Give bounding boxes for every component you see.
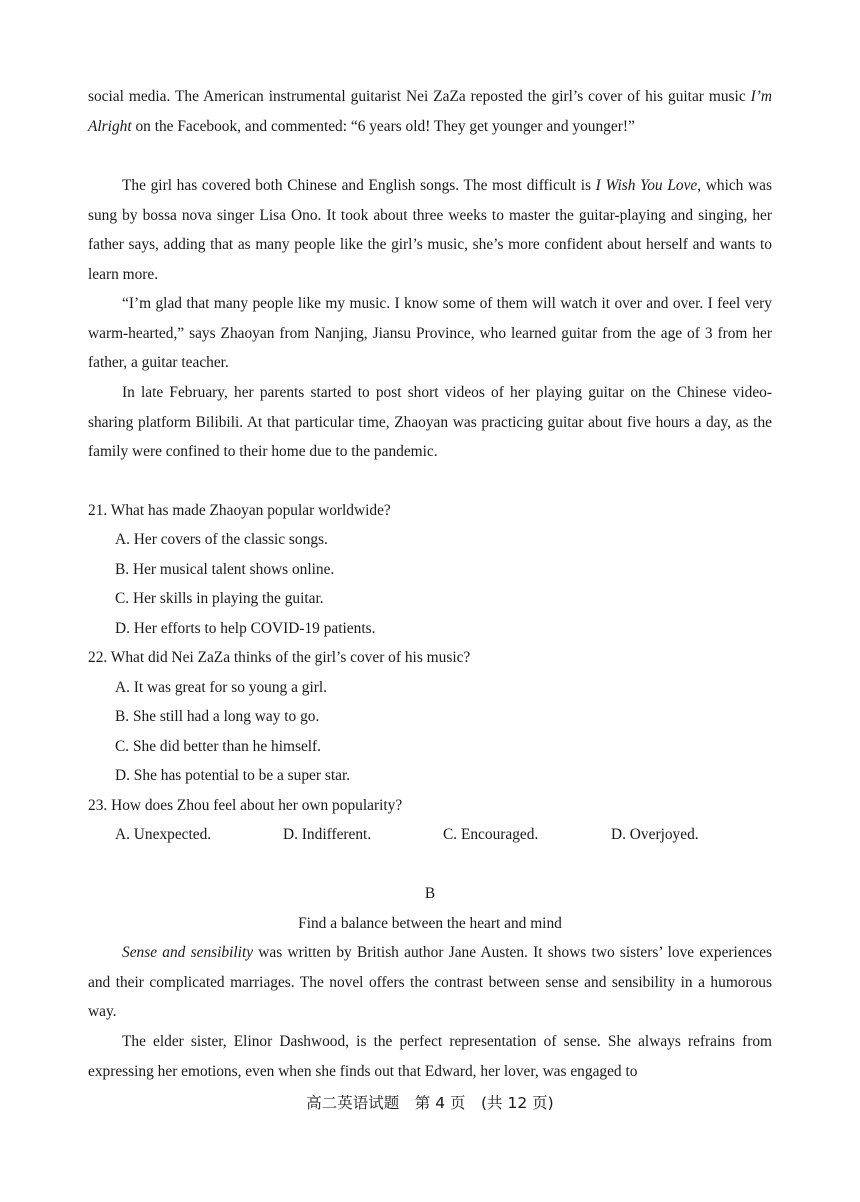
- section-label: B: [424, 885, 436, 902]
- question-23-option-b: D. Indifferent.: [283, 826, 372, 843]
- question-21-option-d: D. Her efforts to help COVID-19 patients.: [115, 620, 376, 637]
- text: was written by British author Jane Austen. It shows two sisters’ love experiences and their complicated marriages. The novel offers the contrast between sense and sensibility in a humorous way.: [88, 944, 772, 1020]
- question-21-option-a: A. Her covers of the classic songs.: [115, 531, 328, 548]
- song-title: I Wish You Love: [595, 177, 698, 194]
- page-footer: 高二英语试题 第 4 页 (共 12 页): [306, 1094, 554, 1112]
- passage-b-paragraph-2: The elder sister, Elinor Dashwood, is the perfect representation of sense. She always refrains from expressing her emotions, even when she finds out that Edward, her lover, was engaged to: [88, 1033, 772, 1080]
- song-title: I’m Alright: [88, 88, 772, 135]
- passage-b-title: Find a balance between the heart and mind: [298, 915, 562, 932]
- book-title: Sense and sensibility: [122, 944, 254, 961]
- question-22-option-a: A. It was great for so young a girl.: [115, 679, 327, 696]
- question-21-option-b: B. Her musical talent shows online.: [115, 561, 335, 578]
- question-22-option-b: B. She still had a long way to go.: [115, 708, 320, 725]
- passage-a-paragraph-3: “I’m glad that many people like my music. I know some of them will watch it over and over. I feel very warm-hearted,” says Zhaoyan from Nanjing, Jiansu Province, who learned guitar from the age of 3 from her father, a guitar teacher.: [88, 295, 772, 371]
- text: on the Facebook, and commented: “6 years old! They get younger and younger!”: [131, 117, 635, 135]
- question-22-option-d: D. She has potential to be a super star.: [115, 767, 351, 784]
- question-23-option-a: A. Unexpected.: [115, 826, 212, 843]
- question-21: 21. What has made Zhaoyan popular worldwide?: [88, 502, 391, 519]
- question-23: 23. How does Zhou feel about her own popularity?: [88, 797, 403, 814]
- question-23-option-c: C. Encouraged.: [443, 826, 539, 843]
- passage-a-paragraph-4: In late February, her parents started to post short videos of her playing guitar on the Chinese video-sharing platform Bilibili. At that particular time, Zhaoyan was practicing guitar about five hours a day, as the family were confined to their home due to the pandemic.: [88, 384, 772, 460]
- question-21-option-c: C. Her skills in playing the guitar.: [115, 590, 324, 607]
- question-23-option-d: D. Overjoyed.: [611, 826, 699, 843]
- text: , which was sung by bossa nova singer Lisa Ono. It took about three weeks to master the guitar-playing and singing, her father says, adding that as many people like the girl’s music, she’s more confident about herself and wants to learn more.: [88, 177, 772, 283]
- text: social media. The American instrumental guitarist Nei ZaZa reposted the girl’s cover of his guitar music: [88, 88, 751, 105]
- passage-a-paragraph-1: [88, 82, 772, 141]
- passage-a-paragraph-2: [88, 171, 772, 289]
- text: The girl has covered both Chinese and English songs. The most difficult is: [122, 177, 596, 194]
- question-22-option-c: C. She did better than he himself.: [115, 738, 322, 755]
- question-22: 22. What did Nei ZaZa thinks of the girl’s cover of his music?: [88, 649, 471, 666]
- passage-b-paragraph-1: [88, 938, 772, 1027]
